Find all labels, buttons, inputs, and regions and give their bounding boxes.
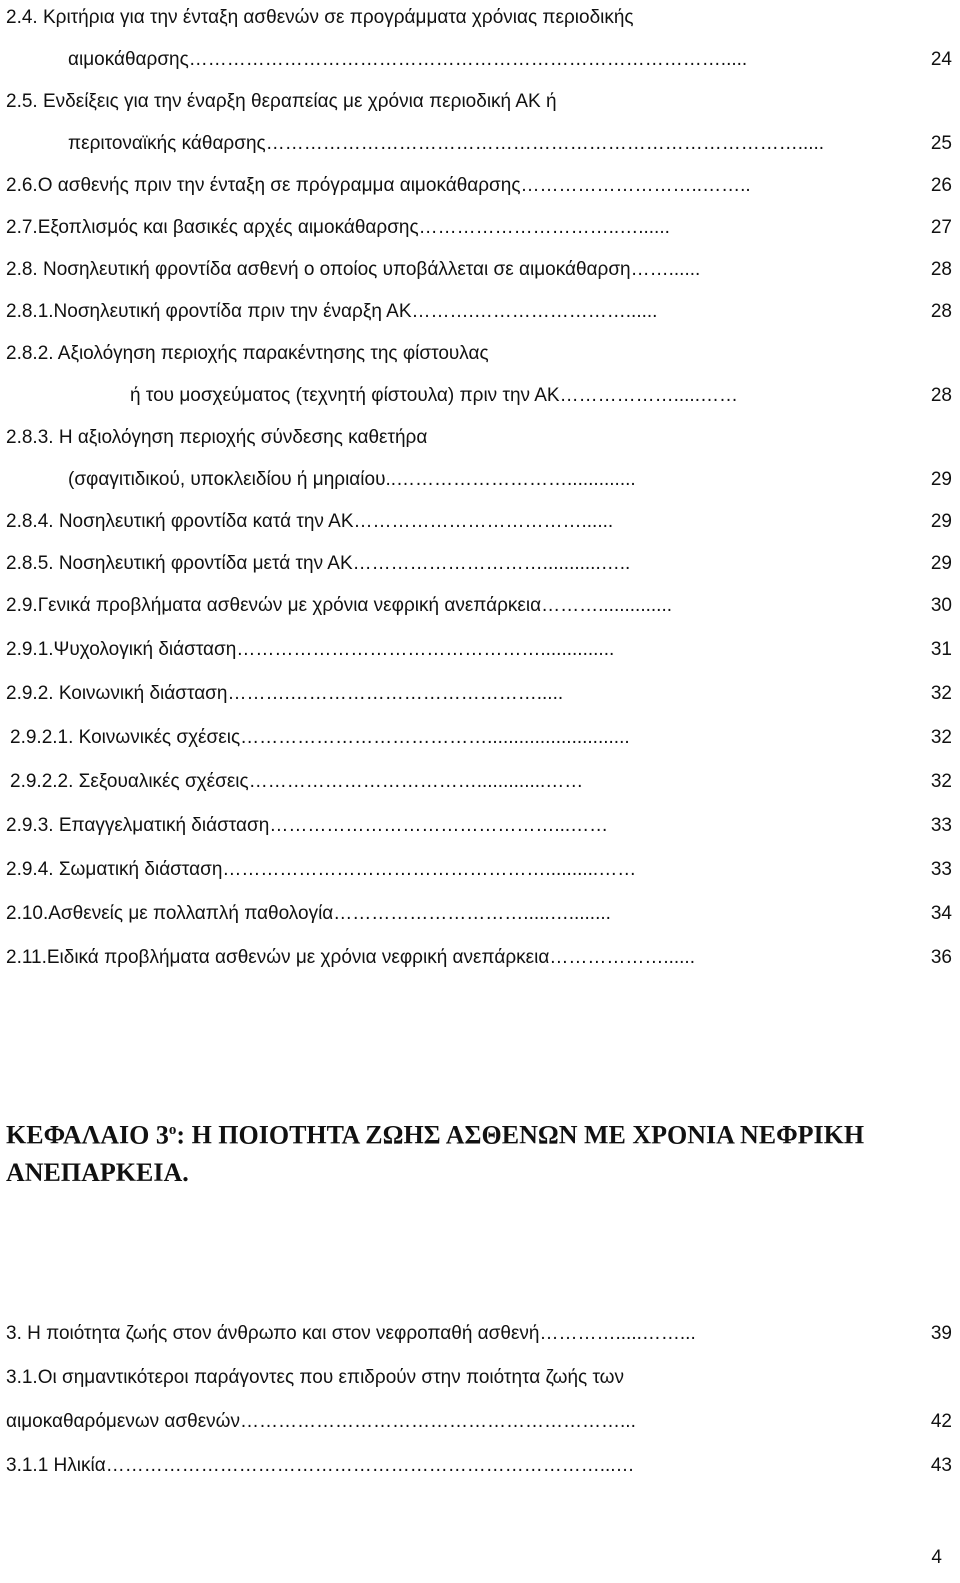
toc-leader: ………………………............. — [396, 469, 636, 490]
toc-entry — [6, 2, 634, 34]
toc-leader: ………………...... — [549, 947, 695, 968]
toc-entry-label: 2.8.2. Αξιολόγηση περιοχής παρακέντησης της φίστουλας — [6, 343, 489, 364]
toc-entry-label: 2.8. Νοσηλευτική φροντίδα ασθενή ο οποίος υποβάλλεται σε αιμοκάθαρση — [6, 259, 631, 280]
toc-entry — [6, 338, 489, 370]
toc-entry-label: 2.7.Εξοπλισμός και βασικές αρχές αιμοκάθαρσης — [6, 217, 419, 238]
toc-entry — [6, 548, 952, 580]
toc-entry-label: 2.8.4. Νοσηλευτική φροντίδα κατά την ΑΚ — [6, 511, 354, 532]
toc-entry — [6, 942, 952, 974]
toc-entry-label: αιμοκάθαρσης — [68, 49, 189, 70]
toc-entry — [6, 810, 952, 842]
toc-page-number: 33 — [930, 859, 952, 880]
toc-entry-label: 2.8.5. Νοσηλευτική φροντίδα μετά την ΑΚ — [6, 553, 353, 574]
toc-entry — [6, 1362, 624, 1394]
toc-leader: ……………………………….............…… — [248, 771, 584, 792]
toc-entry-label: 2.6.Ο ασθενής πριν την ένταξη σε πρόγραμμα αιμοκάθαρσης — [6, 175, 521, 196]
toc-page-number: 32 — [930, 771, 952, 792]
toc-entry — [6, 86, 557, 118]
toc-entry — [6, 170, 952, 202]
toc-page-number: 30 — [930, 595, 952, 616]
toc-entry-label: (σφαγιτιδικού, υποκλειδίου ή μηριαίου.. — [68, 469, 397, 490]
toc-leader: …………………………..…...... — [418, 217, 670, 238]
toc-page-number: 27 — [930, 217, 952, 238]
toc-leader: …………………………...........….. — [352, 553, 631, 574]
toc-page-number: 31 — [930, 639, 952, 660]
toc-leader: ……….............. — [541, 595, 673, 616]
toc-leader: ………….....……... — [539, 1323, 696, 1344]
page-number: 4 — [931, 1547, 942, 1568]
toc-entry-label: 2.9.Γενικά προβλήματα ασθενών με χρόνια νεφρική ανεπάρκεια — [6, 595, 542, 616]
toc-entry — [6, 1406, 952, 1438]
toc-entry-label: 2.8.1.Νοσηλευτική φροντίδα πριν την έναρξη ΑΚ — [6, 301, 412, 322]
toc-entry — [6, 1450, 952, 1482]
toc-entry-label: αιμοκαθαρόμενων ασθενών — [6, 1411, 241, 1432]
toc-entry — [6, 678, 952, 710]
chapter-heading — [6, 1112, 906, 1191]
toc-page-number: 34 — [930, 903, 952, 924]
toc-page-number: 25 — [930, 133, 952, 154]
toc-entry — [6, 1318, 952, 1350]
toc-page-number: 33 — [930, 815, 952, 836]
toc-page-number: 29 — [930, 469, 952, 490]
toc-leader: ………………………………………….............. — [236, 639, 615, 660]
toc-page-number: 28 — [930, 259, 952, 280]
toc-leader: …………………………………........................... — [240, 727, 630, 748]
toc-page-number: 36 — [930, 947, 952, 968]
toc-page-number: 42 — [930, 1411, 952, 1432]
toc-entry — [130, 380, 952, 412]
toc-page-number: 26 — [930, 175, 952, 196]
toc-entry-label: 3.1.Οι σημαντικότεροι παράγοντες που επιδρούν στην ποιότητα ζωής των — [6, 1367, 625, 1388]
toc-entry — [6, 212, 952, 244]
toc-page-number: 32 — [930, 683, 952, 704]
toc-entry — [68, 464, 952, 496]
toc-leader: ……………………………………………………………………...… — [105, 1455, 635, 1476]
toc-entry-label: 2.9.3. Επαγγελματική διάσταση — [6, 815, 270, 836]
toc-entry — [6, 898, 952, 930]
toc-leader: ……...... — [630, 259, 701, 280]
toc-leader: ………………………………...... — [353, 511, 614, 532]
toc-entry — [6, 254, 952, 286]
toc-entry-label: 3. Η ποιότητα ζωής στον άνθρωπο και στον νεφροπαθή ασθενή — [6, 1323, 540, 1344]
toc-entry — [6, 854, 952, 886]
toc-page-number: 29 — [930, 553, 952, 574]
toc-leader: ……………….....…… — [559, 385, 738, 406]
toc-entry-label: ή του μοσχεύματος (τεχνητή φίστουλα) πριν την ΑΚ — [130, 385, 560, 406]
toc-page-number: 43 — [930, 1455, 952, 1476]
toc-entry-label: 2.9.4. Σωματική διάσταση — [6, 859, 223, 880]
toc-entry-label: 2.8.3. Η αξιολόγηση περιοχής σύνδεσης καθετήρα — [6, 427, 428, 448]
toc-entry — [68, 44, 952, 76]
toc-leader: ………………………….....…........ — [333, 903, 611, 924]
toc-entry — [6, 506, 952, 538]
toc-leader: ……….……………………...... — [411, 301, 658, 322]
toc-entry-label: 3.1.1 Ηλικία — [6, 1455, 106, 1476]
toc-entry — [6, 634, 952, 666]
toc-entry — [68, 128, 952, 160]
toc-leader: ……………………………………………..........…… — [222, 859, 637, 880]
toc-leader: …………………………………………………………………………..... — [265, 133, 825, 154]
toc-leader: ……………………………………………………... — [240, 1411, 636, 1432]
toc-entry-label: 2.9.1.Ψυχολογική διάσταση — [6, 639, 237, 660]
chapter-title: : Η ΠΟΙΟΤΗΤΑ ΖΩΗΣ ΑΣΘΕΝΩΝ ΜΕ ΧΡΟΝΙΑ ΝΕΦΡΙΚΗ ΑΝΕΠΑΡΚΕΙΑ. — [6, 1120, 865, 1187]
toc-page-number: 24 — [930, 49, 952, 70]
toc-page-number: 28 — [930, 385, 952, 406]
toc-page-number: 28 — [930, 301, 952, 322]
chapter-prefix: ΚΕΦΑΛΑΙΟ 3 — [6, 1120, 169, 1150]
toc-leader: ………………………..…….. — [520, 175, 751, 196]
toc-entry — [6, 590, 952, 622]
toc-entry-label: 2.4. Κριτήρια για την ένταξη ασθενών σε προγράμματα χρόνιας περιοδικής — [6, 7, 634, 28]
toc-entry — [6, 422, 427, 454]
toc-entry-label: 2.11.Ειδικά προβλήματα ασθενών με χρόνια νεφρική ανεπάρκεια — [6, 947, 550, 968]
toc-page-number: 32 — [930, 727, 952, 748]
toc-entry — [10, 722, 952, 754]
toc-entry-label: 2.9.2.1. Κοινωνικές σχέσεις — [10, 727, 241, 748]
toc-entry-label: 2.9.2.2. Σεξουαλικές σχέσεις — [10, 771, 249, 792]
toc-leader: ……….…………………………………..... — [227, 683, 564, 704]
toc-entry-label: 2.10.Ασθενείς με πολλαπλή παθολογία — [6, 903, 334, 924]
toc-leader: ………………………………………...…… — [269, 815, 609, 836]
toc-entry-label: 2.5. Ενδείξεις για την έναρξη θεραπείας με χρόνια περιοδική ΑΚ ή — [6, 91, 557, 112]
toc-entry-label: 2.9.2. Κοινωνική διάσταση — [6, 683, 228, 704]
toc-page-number: 39 — [930, 1323, 952, 1344]
toc-entry — [6, 296, 952, 328]
toc-page-number: 29 — [930, 511, 952, 532]
chapter-ordinal: ο — [168, 1122, 177, 1138]
toc-entry-label: περιτοναϊκής κάθαρσης — [68, 133, 266, 154]
toc-leader: …………………………………………………………………………..... — [188, 49, 748, 70]
toc-entry — [10, 766, 952, 798]
